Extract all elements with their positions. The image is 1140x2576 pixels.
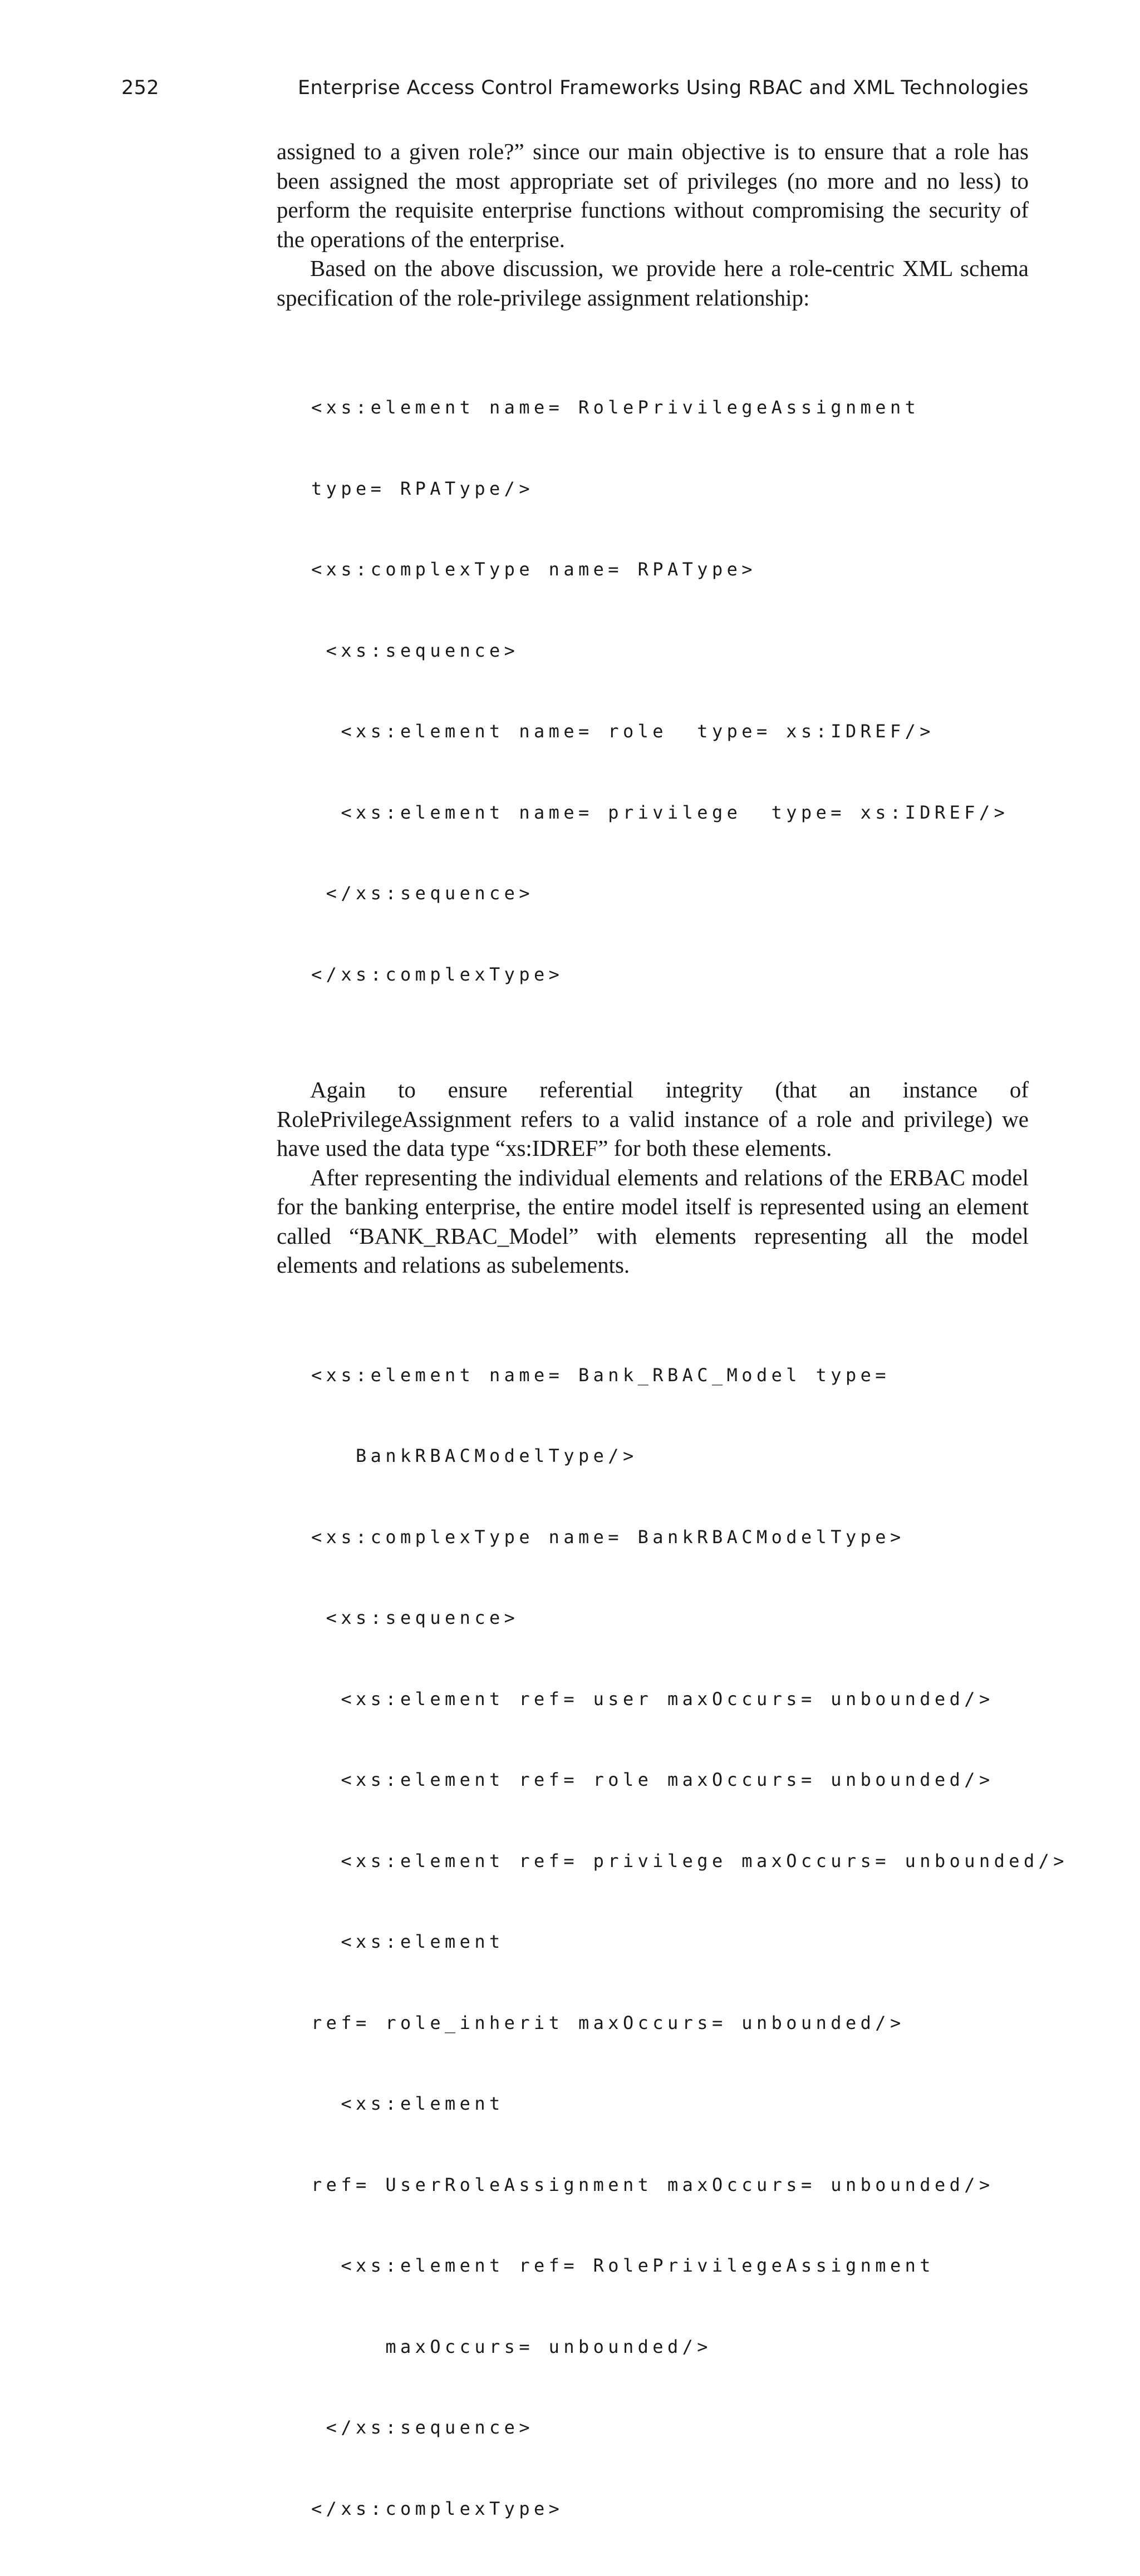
code-line: ref= UserRoleAssignment maxOccurs= unbounded/> [311, 2171, 1029, 2199]
code-line: BankRBACModelType/> [311, 1442, 1029, 1470]
code-line: </xs:complexType> [311, 2495, 1029, 2523]
code-line: ref= role_inherit maxOccurs= unbounded/> [311, 2009, 1029, 2037]
code-line: <xs:element name= privilege type= xs:IDREF/> [311, 799, 1029, 826]
paragraph-schema-intro: Based on the above discussion, we provide here a role-centric XML schema specification of the role-privilege assignment relationship: [277, 254, 1029, 312]
code-line: type= RPAType/> [311, 475, 1029, 503]
code-line: <xs:element [311, 1928, 1029, 1956]
paragraph-continuation: assigned to a given role?” since our main objective is to ensure that a role has been assigned the most appropriate set of privileges (no more and no less) to perform the requisite enterprise functions without compromising the security of the operations of the enterprise. [277, 137, 1029, 254]
code-line: </xs:sequence> [311, 2414, 1029, 2441]
code-line: <xs:complexType name= BankRBACModelType> [311, 1524, 1029, 1551]
page-header [121, 77, 1029, 108]
paragraph-referential-integrity: Again to ensure referential integrity (that an instance of RolePrivilegeAssignment refers to a valid instance of a role and privilege) we have used the data type “xs:IDREF” for both these elements. [277, 1075, 1029, 1163]
code-line: </xs:sequence> [311, 880, 1029, 907]
code-block-role-privilege-assignment [277, 340, 1029, 1042]
paragraph-bank-model: After representing the individual elements and relations of the ERBAC model for the banking enterprise, the entire model itself is represented using an element called “BANK_RBAC_Model” with elements representing all the model elements and relations as subelements. [277, 1163, 1029, 1280]
code-line: <xs:element ref= privilege maxOccurs= unbounded/> [311, 1848, 1029, 1875]
code-line: <xs:complexType name= RPAType> [311, 556, 1029, 583]
running-title: Enterprise Access Control Frameworks Using RBAC and XML Technologies [298, 77, 1029, 99]
code-block-bank-rbac-model [277, 1308, 1029, 2576]
code-line: <xs:sequence> [311, 637, 1029, 664]
page-content [277, 137, 1029, 2576]
code-line: <xs:element name= Bank_RBAC_Model type= [311, 1362, 1029, 1389]
code-line: <xs:element name= role type= xs:IDREF/> [311, 718, 1029, 745]
code-line: <xs:element ref= RolePrivilegeAssignment [311, 2252, 1029, 2279]
code-line: </xs:complexType> [311, 961, 1029, 988]
code-line: <xs:element ref= user maxOccurs= unbounded/> [311, 1686, 1029, 1713]
code-line: <xs:element name= RolePrivilegeAssignment [311, 394, 1029, 421]
code-line: <xs:sequence> [311, 1604, 1029, 1632]
code-line: <xs:element [311, 2090, 1029, 2117]
code-line: maxOccurs= unbounded/> [311, 2333, 1029, 2361]
code-line: <xs:element ref= role maxOccurs= unbounded/> [311, 1766, 1029, 1794]
page-number: 252 [121, 77, 159, 99]
